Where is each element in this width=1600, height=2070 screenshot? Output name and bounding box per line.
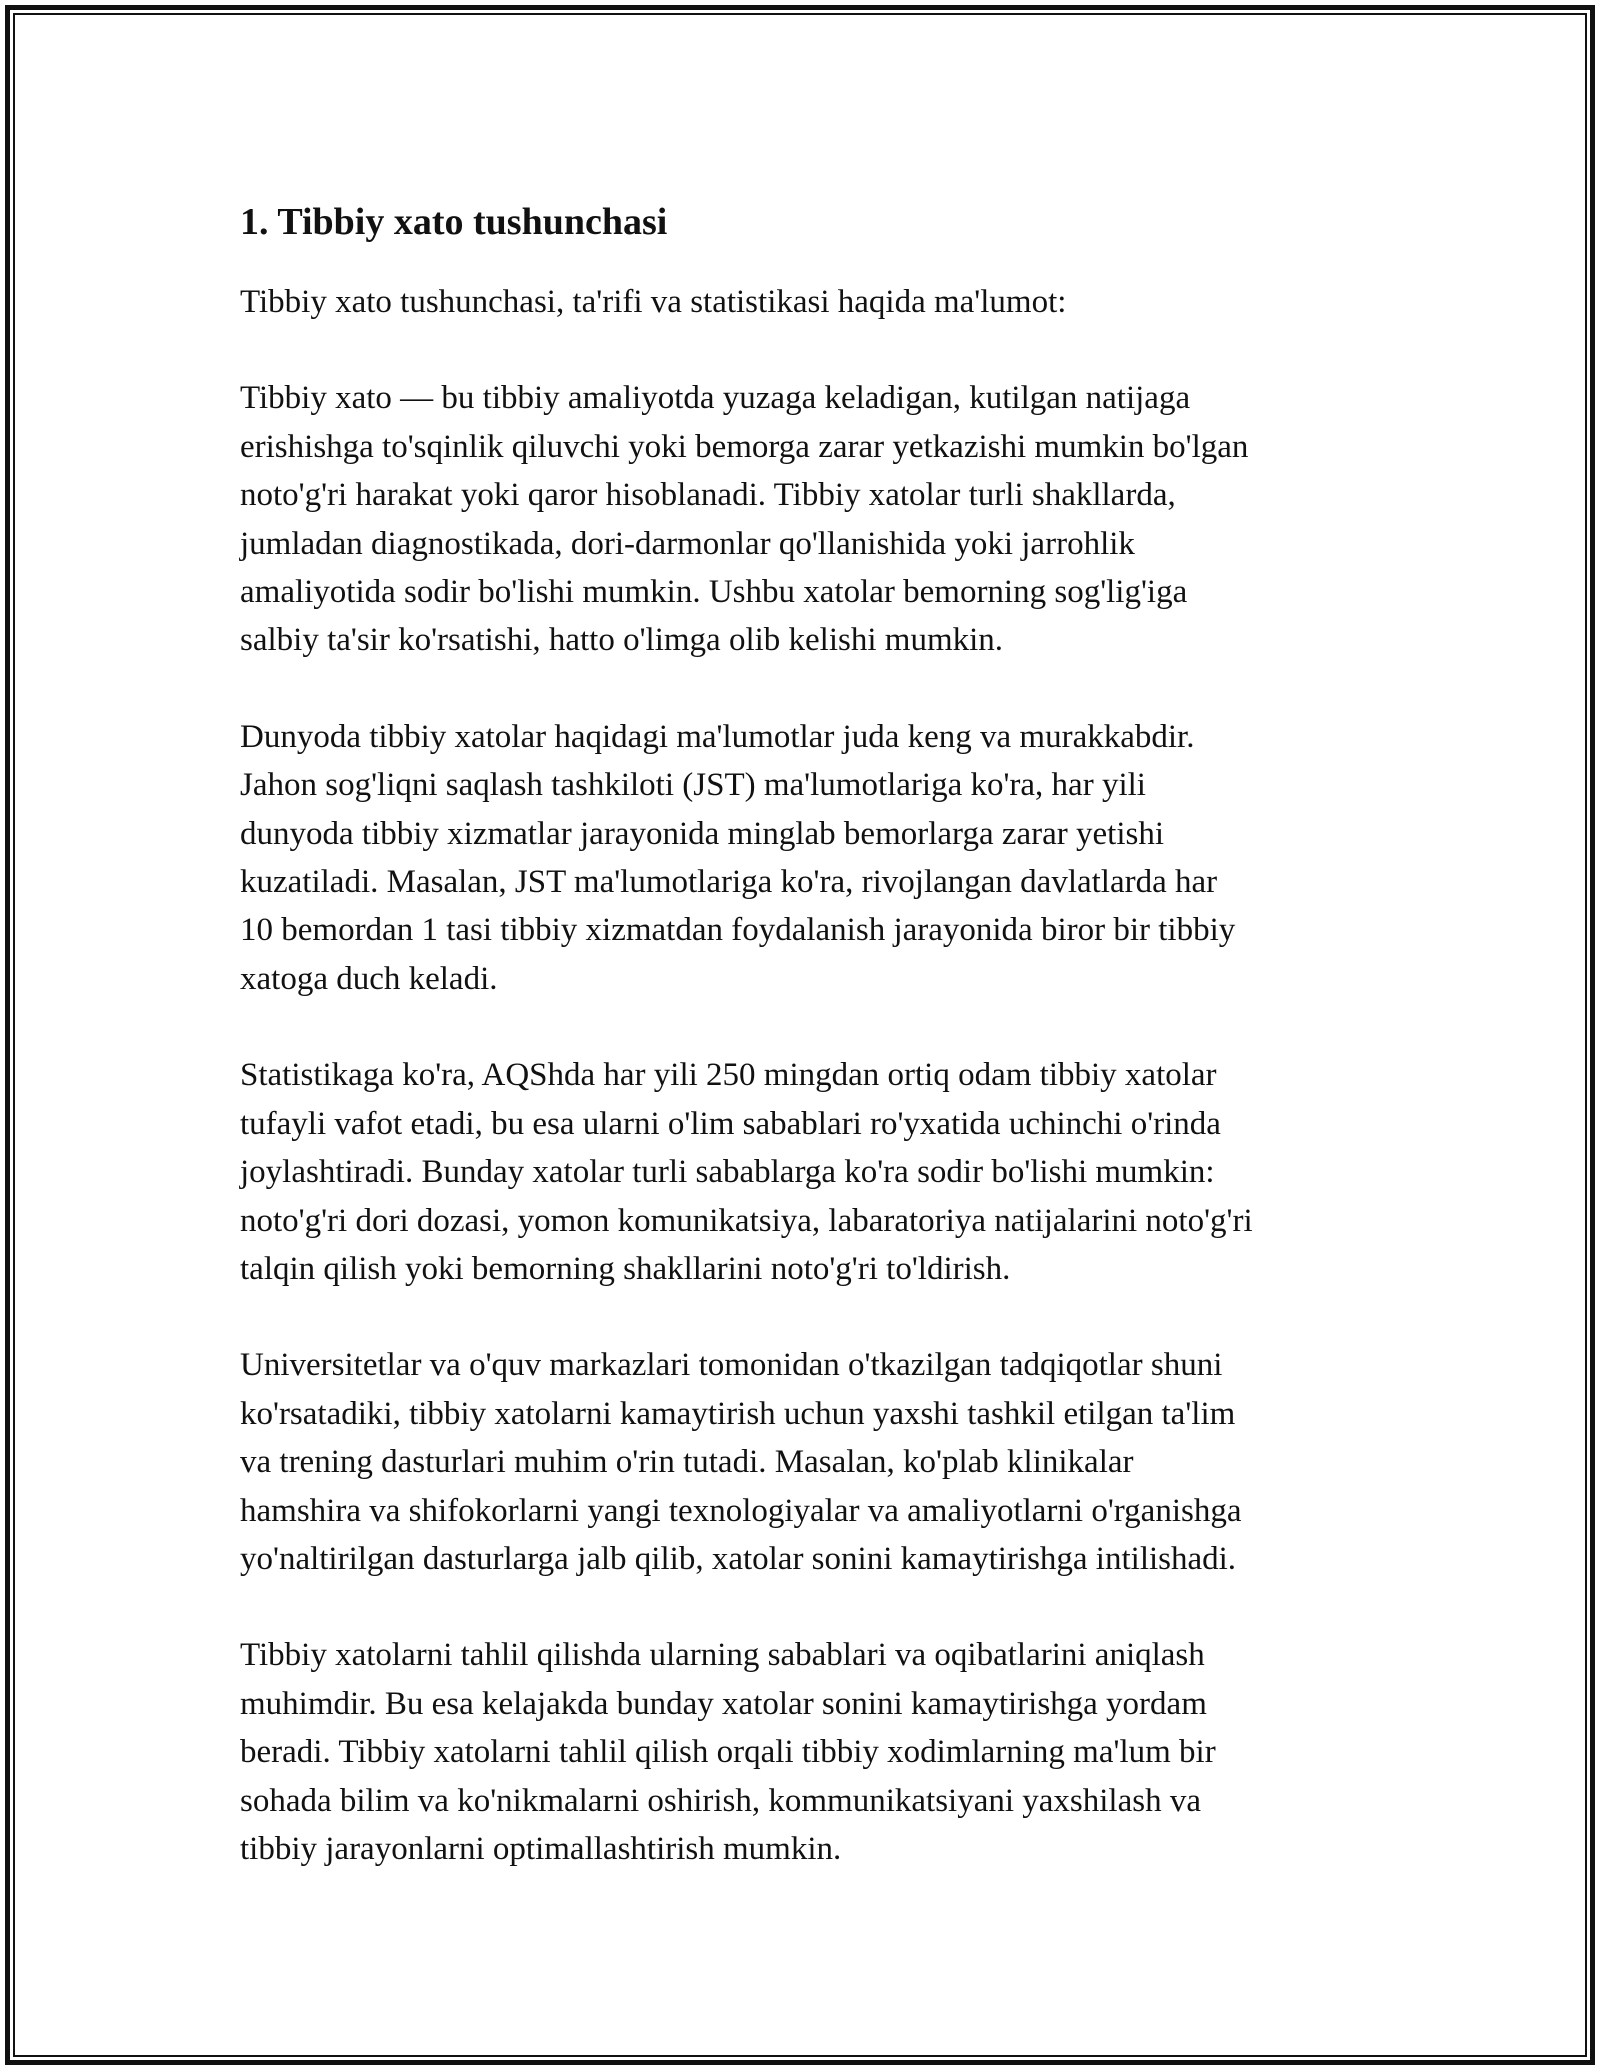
usa-statistics-paragraph: Statistikaga ko'ra, AQShda har yili 250 mingdan ortiq odam tibbiy xatolar tufayli vafot etadi, bu esa ularni o'lim sabablari ro'yxatida uchinchi o'rinda joylashtiradi. Bunday xatolar turli sabablarga ko'ra sodir bo'lishi mumkin: noto'g'ri dori dozasi, yomon komunikatsiya, labaratoriya natijalarini noto'g'ri talqin qilish yoki bemorning shakllarini noto'g'ri to'ldirish. bbox=[240, 1057, 1253, 1287]
world-data-paragraph: Dunyoda tibbiy xatolar haqidagi ma'lumotlar juda keng va murakkabdir. Jahon sog'liqni saqlash tashkiloti (JST) ma'lumotlariga ko'ra, har yili dunyoda tibbiy xizmatlar jarayonida minglab bemorlarga zarar yetishi kuzatiladi. Masalan, JST ma'lumotlariga ko'ra, rivojlangan davlatlarda har 10 bemordan 1 tasi tibbiy xizmatdan foydalanish jarayonida biror bir tibbiy xatoga duch keladi. bbox=[240, 718, 1236, 997]
analysis-paragraph: Tibbiy xatolarni tahlil qilishda ularning sabablari va oqibatlarini aniqlash muhimdir. Bu esa kelajakda bunday xatolar sonini kamaytirishga yordam beradi. Tibbiy xatolarni tahlil qilish orqali tibbiy xodimlarning ma'lum bir sohada bilim va ko'nikmalarni oshirish, kommunikatsiyani yaxshilash va tibbiy jarayonlarni optimallashtirish mumkin. bbox=[240, 1637, 1216, 1867]
page-frame bbox=[5, 5, 1595, 2065]
education-paragraph: Universitetlar va o'quv markazlari tomonidan o'tkazilgan tadqiqotlar shuni ko'rsatadiki, tibbiy xatolarni kamaytirish uchun yaxshi tashkil etilgan ta'lim va trening dasturlari muhim o'rin tutadi. Masalan, ko'plab klinikalar hamshira va shifokorlarni yangi texnologiyalar va amaliyotlarni o'rganishga yo'naltirilgan dasturlarga jalb qilib, xatolar sonini kamaytirishga intilishadi. bbox=[240, 1347, 1242, 1577]
definition-paragraph: Tibbiy xato — bu tibbiy amaliyotda yuzaga keladigan, kutilgan natijaga erishishga to'sqinlik qiluvchi yoki bemorga zarar yetkazishi mumkin bo'lgan noto'g'ri harakat yoki qaror hisoblanadi. Tibbiy xatolar turli shakllarda, jumladan diagnostikada, dori-darmonlar qo'llanishida yoki jarrohlik amaliyotida sodir bo'lishi mumkin. Ushbu xatolar bemorning sog'lig'iga salbiy ta'sir ko'rsatishi, hatto o'limga olib kelishi mumkin. bbox=[240, 380, 1249, 659]
document-body bbox=[240, 196, 1390, 1921]
intro-paragraph: Tibbiy xato tushunchasi, ta'rifi va statistikasi haqida ma'lumot: bbox=[240, 284, 1067, 320]
section-title: 1. Tibbiy xato tushunchasi bbox=[240, 201, 668, 243]
